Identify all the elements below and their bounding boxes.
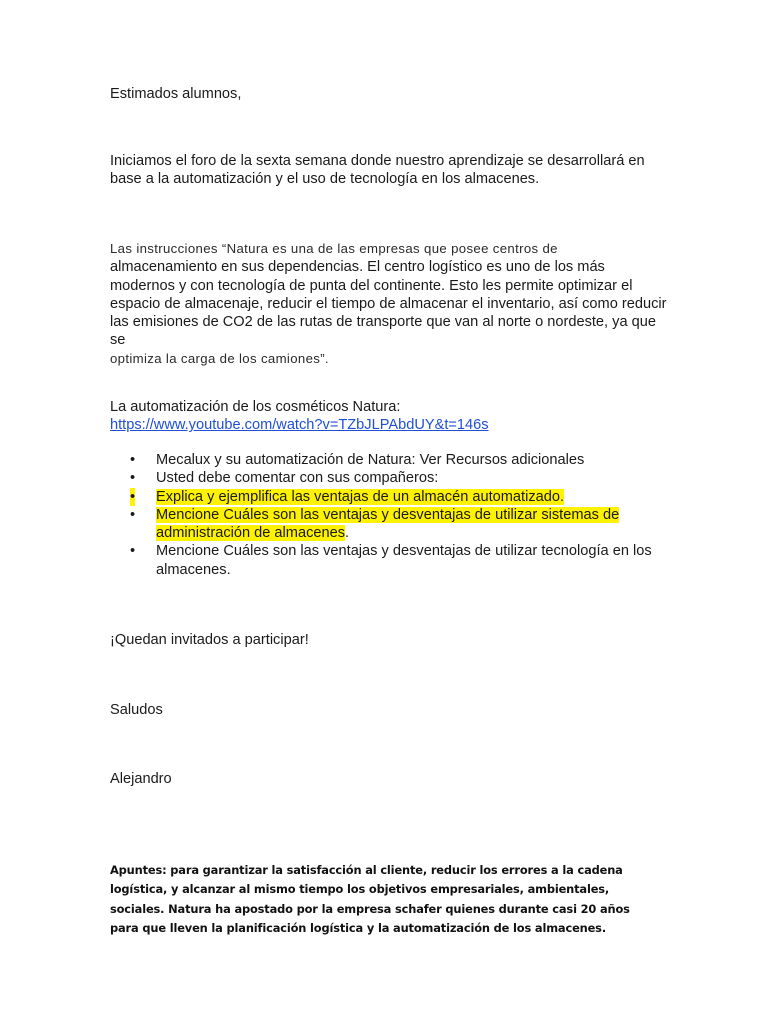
youtube-link[interactable]: https://www.youtube.com/watch?v=TZbJLPAbdUY&t=146s <box>110 417 489 434</box>
notes-paragraph: Apuntes: para garantizar la satisfacción al cliente, reducir los errores a la cadena logística, y alcanzar al mismo tiempo los objetivos empresariales, ambientales, sociales. Natura ha apostado por la empresa schafer quienes durante casi 20 años para que lleven la planificación logística y la automatización de los almacenes. <box>110 863 630 935</box>
instructions-part-1: Las instrucciones “Natura es una de las empresas que posee centros de <box>110 241 558 256</box>
bullet-icon: • <box>130 506 136 523</box>
intro-paragraph: Iniciamos el foro de la sexta semana donde nuestro aprendizaje se desarrollará en base a la automatización y el uso de tecnología en los almacenes. <box>110 153 645 188</box>
closing-text: Saludos <box>110 702 163 718</box>
automation-title: La automatización de los cosméticos Natura: <box>110 399 401 415</box>
bullet-icon: • <box>130 543 136 560</box>
task-list <box>110 451 670 579</box>
instructions-paragraph <box>110 240 670 368</box>
list-item <box>110 506 670 543</box>
list-item-text: Usted debe comentar con sus compañeros: <box>156 470 439 487</box>
list-item-text: Mecalux y su automatización de Natura: Ver Recursos adicionales <box>156 452 585 468</box>
bullet-icon: • <box>130 452 136 468</box>
list-item-text: Mencione Cuáles son las ventajas y desventajas de utilizar tecnología en los almacenes. <box>156 543 652 578</box>
list-item-tail: . <box>345 525 350 542</box>
invitation-text: ¡Quedan invitados a participar! <box>110 632 309 648</box>
list-item <box>110 542 670 579</box>
list-item <box>110 451 670 469</box>
highlighted-text: Explica y ejemplifica las ventajas de un almacén automatizado. <box>156 488 565 505</box>
automation-section <box>110 398 670 435</box>
instructions-part-3: optimiza la carga de los camiones”. <box>110 350 329 366</box>
signature-text: Alejandro <box>110 771 172 787</box>
list-item <box>110 469 670 487</box>
bullet-icon: • <box>130 470 136 487</box>
instructions-part-2: almacenamiento en sus dependencias. El centro logístico es uno de los más modernos y con tecnología de punta del continente. Esto les permite optimizar el espacio de almacenaje, reducir el tiempo de almacenar el inventario, así como reducir las emisiones de CO2 de las rutas de transporte que van al norte o nordeste, ya que se <box>110 259 667 349</box>
list-item <box>110 488 670 506</box>
bullet-icon: • <box>130 488 136 505</box>
highlighted-text: Mencione Cuáles son las ventajas y desventajas de utilizar sistemas de administración de almacenes <box>156 506 620 542</box>
greeting: Estimados alumnos, <box>110 86 242 102</box>
